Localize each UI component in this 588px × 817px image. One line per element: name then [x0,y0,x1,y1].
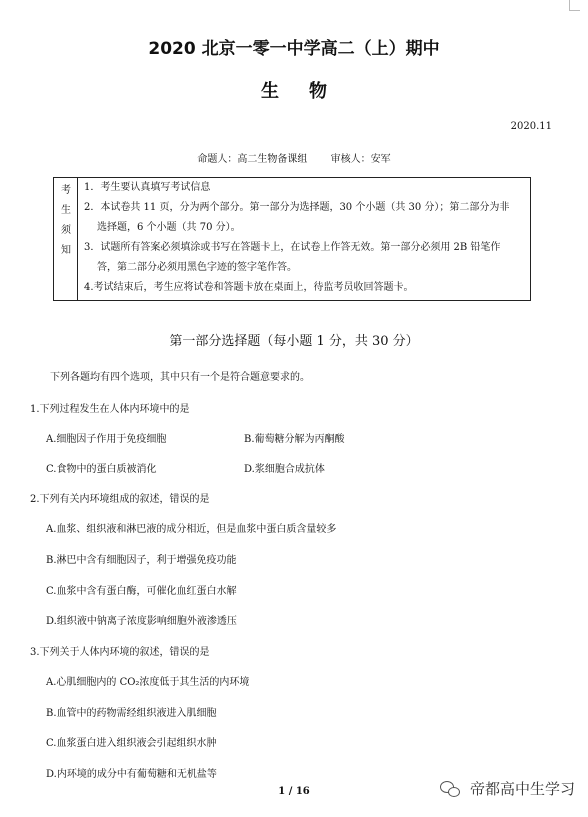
question-option: A.血浆、组织液和淋巴液的成分相近，但是血浆中蛋白质含量较多 [46,524,337,535]
notice-label-char: 生 [61,205,71,216]
notice-line: 2．本试卷共 11 页，分为两个部分。第一部分为选择题，30 个小题（共 30 分）；第二部分为非 [84,202,510,213]
notice-line: 答，第二部分必须用黑色字迹的签字笔作答。 [97,262,297,273]
section-title: 第一部分选择题（每小题 1 分，共 30 分） [169,334,419,349]
question-stem: 3.下列关于人体内环境的叙述，错误的是 [30,647,210,658]
watermark-text: 帝都高中生学习 [470,780,576,798]
section-instruction: 下列各题均有四个选项，其中只有一个是符合题意要求的。 [50,372,310,383]
question-option: B.血管中的药物需经组织液进入肌细胞 [46,708,217,719]
question-option: C.血浆蛋白进入组织液会引起组织水肿 [46,738,217,749]
question-option: B.淋巴中含有细胞因子，利于增强免疫功能 [46,555,237,566]
question-option: C.血浆中含有蛋白酶，可催化血红蛋白水解 [46,586,237,597]
wechat-watermark [440,778,575,799]
question-option: A.心肌细胞内的 CO₂浓度低于其生活的内环境 [46,677,250,688]
notice-label-char: 须 [61,225,71,236]
notice-label [54,178,78,300]
notice-line: 1．考生要认真填写考试信息 [84,182,211,193]
author: 命题人：高二生物备课组 [197,154,308,165]
exam-date: 2020.11 [510,121,552,132]
notice-line: 3．试题所有答案必须填涂或书写在答题卡上，在试卷上作答无效。第一部分必须用 2B 铅笔作 [84,242,501,253]
question-stem: 2.下列有关内环境组成的叙述，错误的是 [30,494,210,505]
notice-line: 4.考试结束后，考生应将试卷和答题卡放在桌面上，待监考员收回答题卡。 [84,282,414,293]
reviewer: 审核人：安军 [330,154,391,165]
notice-label-char: 考 [61,185,71,196]
exam-title: 2020 北京一零一中学高二（上）期中 [148,39,440,59]
notice-body [84,178,524,298]
question-stem: 1.下列过程发生在人体内环境中的是 [30,404,190,415]
question-option: A.细胞因子作用于免疫细胞 [46,434,167,445]
question-option: B.葡萄糖分解为丙酮酸 [244,434,345,445]
question-option: D.组织液中钠离子浓度影响细胞外液渗透压 [46,616,237,627]
question-option: D.浆细胞合成抗体 [244,464,325,475]
notice-label-char: 知 [61,245,71,256]
question-option: C.食物中的蛋白质被消化 [46,464,157,475]
question-option: D.内环境的成分中有葡萄糖和无机盐等 [46,769,217,780]
wechat-icon [440,780,462,798]
exam-subject: 生物 [261,81,357,102]
page-number: 1 / 16 [278,786,310,797]
exam-authors [0,150,588,165]
notice-box [53,177,531,301]
page-corner-mark [569,0,580,11]
notice-line: 选择题，6 个小题（共 70 分）。 [97,222,241,233]
